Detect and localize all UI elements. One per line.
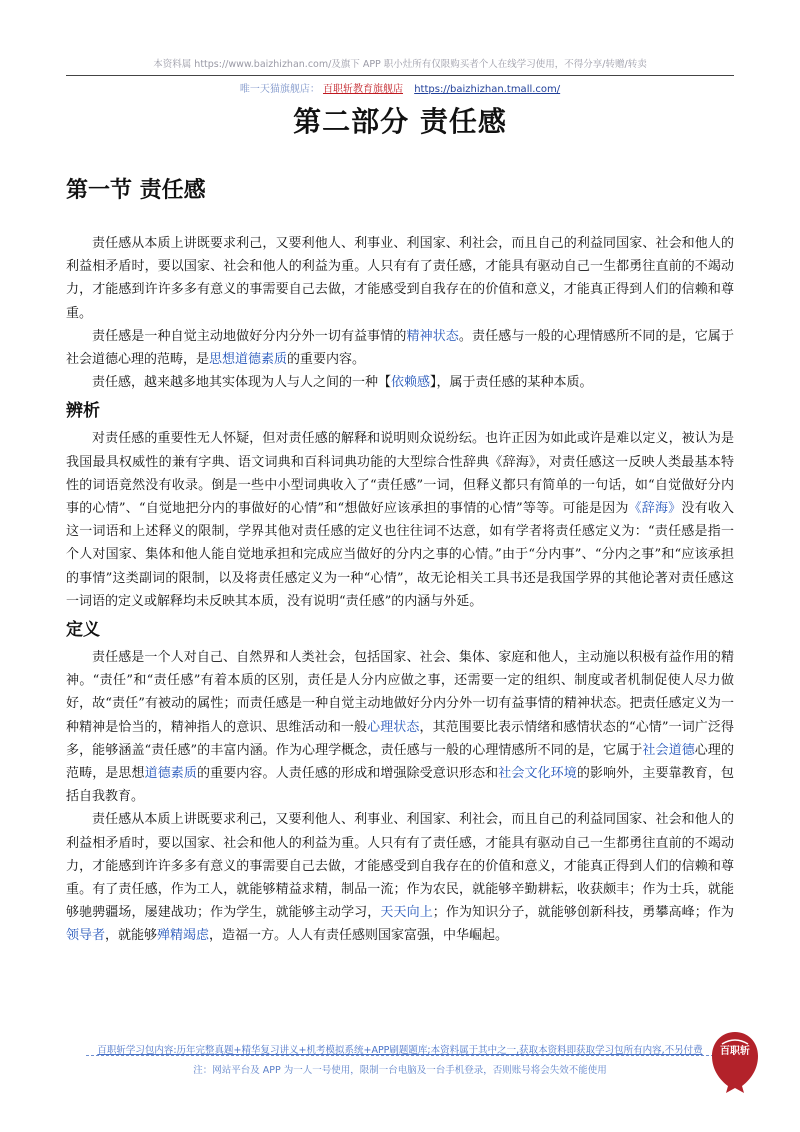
paragraph-text: ，造福一方。人人有责任感则国家富强，中华崛起。 bbox=[209, 928, 509, 944]
term-link[interactable]: 领导者 bbox=[66, 928, 106, 944]
definition-paragraph bbox=[66, 808, 734, 947]
paragraph-text: 心理的范畴，是思想 bbox=[66, 742, 734, 782]
paragraph-text: 责任感是一个人对自己、自然界和人类社会，包括国家、社会、集体、家庭和他人，主动施以积极有益作用的精神。“责任”和“责任感”有着本质的区别，责任是人分内应做之事，还需要一定的组织、制度或者机制促使人尽力做好，故“责任”有被动的属性；而责任感是一种自觉主动地做好分内分外一切有益事情的精神状态。把责任感定义为一种精神是恰当的，精神指人的意识、思维活动和一般 bbox=[66, 650, 734, 735]
intro-paragraph bbox=[66, 325, 734, 371]
analysis-paragraph bbox=[66, 427, 734, 613]
brand-logo-icon bbox=[708, 1030, 762, 1094]
header-divider bbox=[66, 75, 734, 76]
section-title: 第一节 责任感 bbox=[66, 178, 206, 203]
intro-paragraph bbox=[66, 371, 734, 394]
paragraph-text: 的影响外，主要靠教育，包括自我教育。 bbox=[66, 766, 734, 805]
paragraph-text: 】，属于责任感的某种本质。 bbox=[430, 375, 593, 391]
term-link[interactable]: 精神状态 bbox=[406, 328, 459, 344]
paragraph-text: 。责任感与一般的心理情感所不同的是，它属于社会道德心理的范畴，是 bbox=[66, 328, 734, 368]
paragraph-text: ，就能够 bbox=[105, 928, 158, 944]
account-warning: 注：网站平台及 APP 为一人一号使用，限制一台电脑及一台手机登录，否则账号将会失效不能使用 bbox=[193, 1065, 607, 1076]
store-url-link[interactable]: https://baizhizhan.tmall.com/ bbox=[414, 84, 561, 95]
store-line bbox=[0, 80, 800, 95]
intro-paragraph bbox=[66, 232, 734, 325]
brand-logo-text: 百职斩 bbox=[720, 1046, 750, 1057]
term-link[interactable]: 思想道德素质 bbox=[209, 352, 288, 368]
term-link[interactable]: 天天向上 bbox=[380, 905, 433, 921]
term-link[interactable]: 道德素质 bbox=[144, 766, 197, 782]
store-label: 唯一天猫旗舰店： bbox=[239, 84, 320, 95]
paragraph-text: 责任感从本质上讲既要求利己，又要利他人、利事业、利国家、利社会，而且自己的利益同国家、社会和他人的利益相矛盾时，要以国家、社会和他人的利益为重。人只有有了责任感，才能具有驱动自己一生都勇往直前的不竭动力，才能感到许许多多有意义的事需要自己去做，才能感受到自我存在的价值和意义，才能真正得到人们的信赖和尊重。有了责任感，作为工人，就能够精益求精，制品一流；作为农民，就能够辛勤耕耘，收获颇丰；作为士兵，就能够驰骋疆场，屡建战功；作为学生，就能够主动学习， bbox=[66, 812, 734, 921]
store-name-link[interactable]: 百职斩教育旗舰店 bbox=[323, 84, 404, 95]
part-title: 第二部分 责任感 bbox=[293, 105, 507, 138]
term-link[interactable]: 《辞海》 bbox=[628, 501, 682, 517]
term-link[interactable]: 社会文化环境 bbox=[498, 766, 577, 782]
paragraph-text: ，其范围要比表示情绪和感情状态的“心情”一词广泛得多，能够涵盖“责任感”的丰富内涵。作为心理学概念，责任感与一般的心理情感所不同的是，它属于 bbox=[66, 719, 734, 758]
term-link[interactable]: 依赖感 bbox=[391, 375, 431, 391]
definition-heading: 定义 bbox=[66, 620, 100, 641]
study-pack-note[interactable]: 百职斩学习包内容:历年完整真题+精华复习讲义+机考模拟系统+APP刷题题库;本资料属于其中之一,获取本资料即获取学习包所有内容,不另付费 bbox=[97, 1045, 703, 1056]
paragraph-text: 的重要内容。人责任感的形成和增强除受意识形态和 bbox=[197, 766, 499, 782]
footer-divider bbox=[86, 1055, 714, 1056]
term-link[interactable]: 社会道德 bbox=[642, 742, 695, 758]
term-link[interactable]: 殚精竭虑 bbox=[157, 928, 210, 944]
analysis-heading: 辨析 bbox=[66, 401, 100, 422]
document-body bbox=[66, 232, 734, 948]
paragraph-text: 对责任感的重要性无人怀疑，但对责任感的解释和说明则众说纷纭。也许正因为如此或许是难以定义，被认为是我国最具权威性的兼有字典、语文词典和百科词典功能的大型综合性辞典《辞海》，对责任感这一反映人类最基本特性的词语竟然没有收录。倒是一些中小型词典收入了“责任感”一词，但释义都只有简单的一句话，如“自觉做好分内事的心情”、“自觉地把分内的事做好的心情”和“想做好应该承担的事情的心情”等等。可能是因为 bbox=[66, 431, 734, 517]
paragraph-text: ；作为知识分子，就能够创新科技，勇攀高峰；作为 bbox=[432, 905, 734, 921]
paragraph-text: 没有收入这一词语和上述释义的限制，学界其他对责任感的定义也往往词不达意，如有学者将责任感定义为：“责任感是指一个人对国家、集体和他人能自觉地承担和完成应当做好的分内之事的心情。”由于“分内事”、“分内之事”和“应该承担的事情”这类副词的限制，以及将责任感定义为一种“心情”，故无论相关工具书还是我国学界的其他论著对责任感这一词语的定义或解释均未反映其本质，没有说明“责任感”的内涵与外延。 bbox=[66, 501, 734, 609]
definition-paragraph bbox=[66, 646, 734, 808]
paragraph-text: 的重要内容。 bbox=[287, 352, 366, 368]
paragraph-text: 责任感从本质上讲既要求利己，又要利他人、利事业、利国家、利社会，而且自己的利益同国家、社会和他人的利益相矛盾时，要以国家、社会和他人的利益为重。人只有有了责任感，才能具有驱动自己一生都勇往直前的不竭动力，才能感到许许多多有意义的事需要自己去做，才能感受到自我存在的价值和意义，才能真正得到人们的信赖和尊重。 bbox=[66, 236, 734, 321]
paragraph-text: 责任感，越来越多地其实体现为人与人之间的一种【 bbox=[92, 375, 392, 391]
intro-section bbox=[66, 232, 734, 394]
term-link[interactable]: 心理状态 bbox=[367, 719, 420, 735]
paragraph-text: 责任感是一种自觉主动地做好分内分外一切有益事情的 bbox=[92, 328, 407, 344]
copyright-notice: 本资料属 https://www.baizhizhan.com/及旗下 APP 职小灶所有仅限购买者个人在线学习使用，不得分享/转赠/转卖 bbox=[153, 59, 647, 70]
